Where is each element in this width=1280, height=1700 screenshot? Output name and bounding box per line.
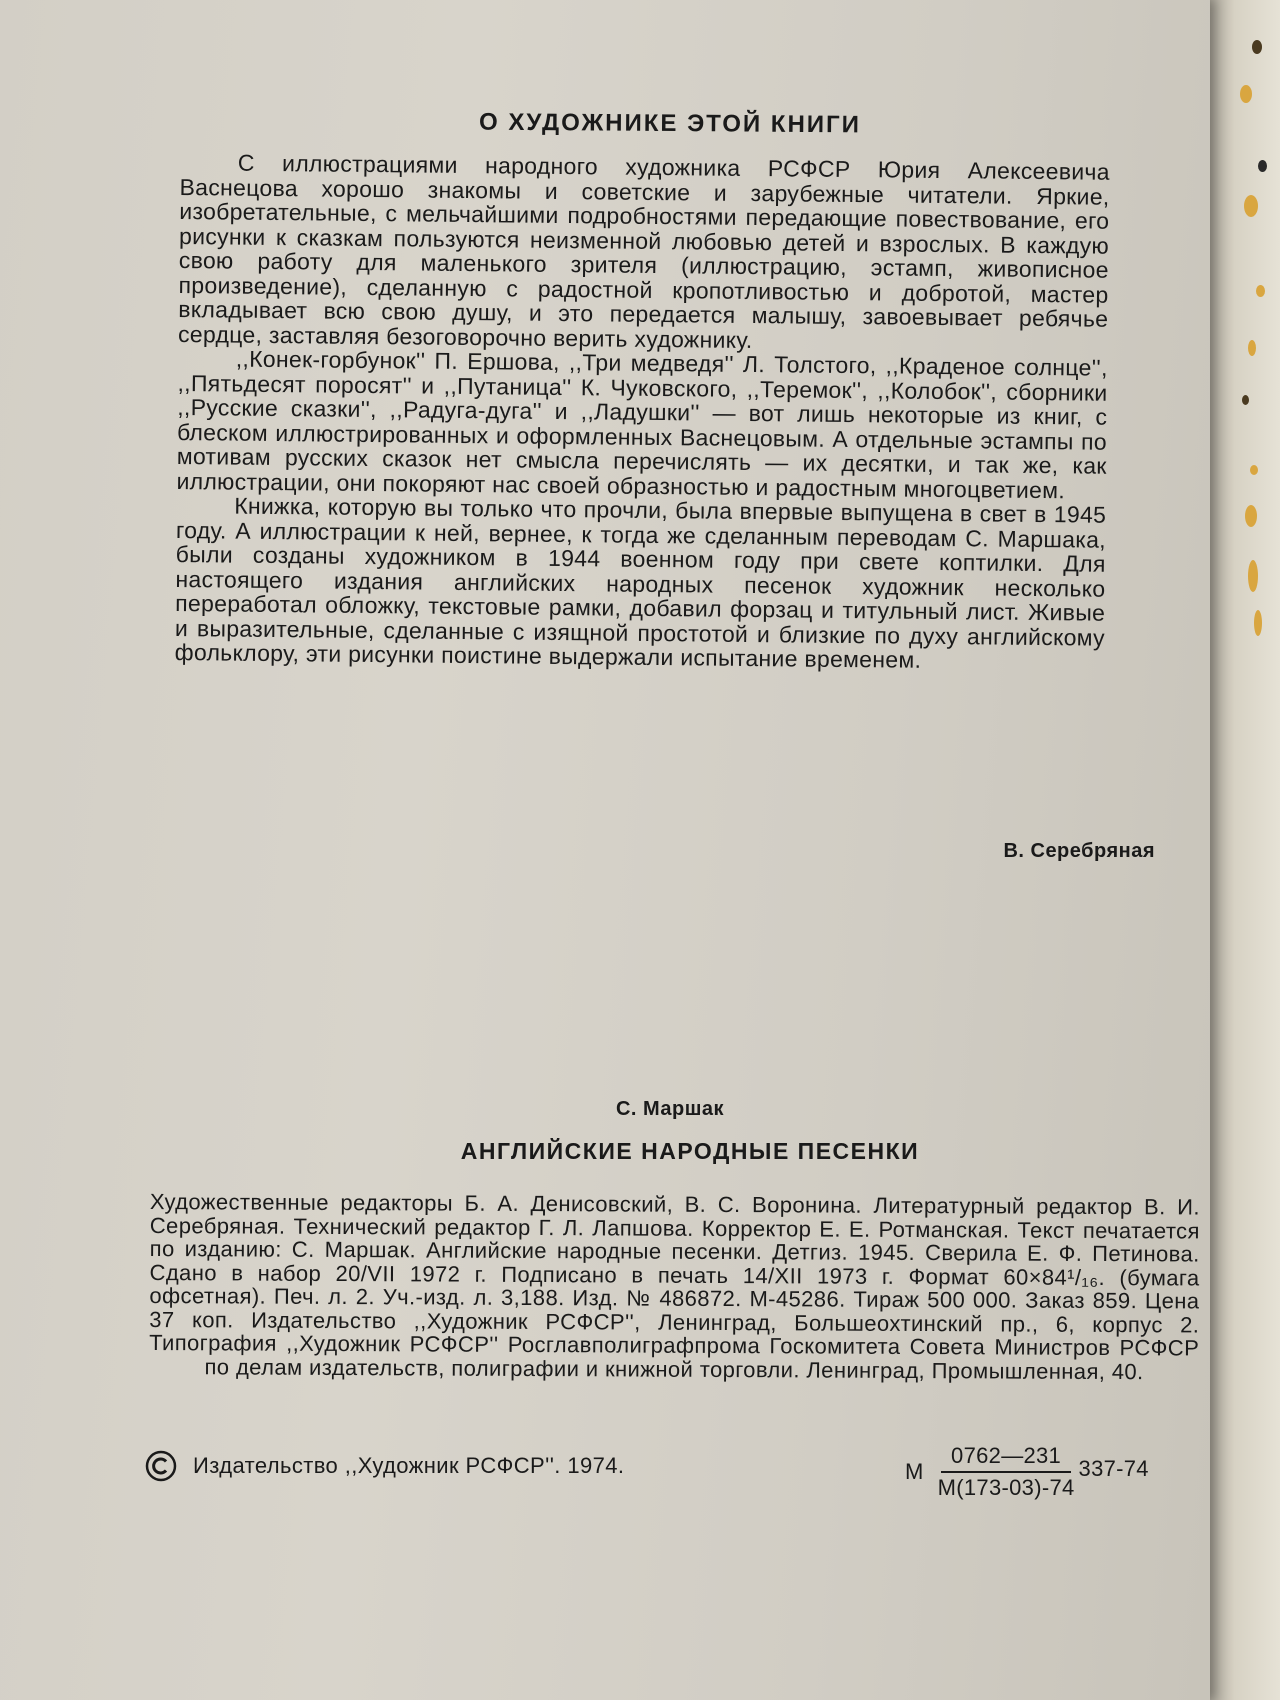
article-body	[175, 150, 1110, 674]
edge-speck	[1254, 610, 1262, 636]
paragraph: ,,Конек-горбунок'' П. Ершова, ,,Три медведя'' Л. Толстого, ,,Краденое солнце'', ,,Пятьдесят поросят'' и ,,Путаница'' К. Чуковского, ,,Теремок'', ,,Колобок'', сборники ,,Русские сказки'', ,,Радуга-дуга'' и ,,Ладушки'' — вот лишь некоторые из книг, с блеском иллюстрированных и оформленных Васнецовым. А отдельные эстампы по мотивам русских сказок нет смысла перечислять — их десятки, и так же, как иллюстрации, они покоряют нас своей образностью и радостным многоцветием.	[176, 345, 1108, 503]
catalog-code-prefix: М	[905, 1459, 924, 1484]
copyright-text: Издательство ,,Художник РСФСР''. 1974.	[193, 1453, 625, 1478]
catalog-code-fraction	[938, 1443, 1075, 1501]
edge-speck	[1252, 40, 1262, 54]
paragraph: С иллюстрациями народного художника РСФСР Юрия Алексеевича Васнецова хорошо знакомы и советские и зарубежные читатели. Яркие, изобретательные, с мельчайшими подробностями передающие повествование, его рисунки к сказкам пользуются неизменной любовью детей и взрослых. В каждую свою работу для маленького зрителя (иллюстрацию, эстамп, живописное произведение), сделанную с радостной кропотливостью и добротой, мастер вкладывает всю свою душу, и это передается малышу, завоевывает ребячье сердце, заставляя безоговорочно верить художнику.	[177, 149, 1110, 353]
edge-speck	[1242, 395, 1249, 405]
edge-speck	[1248, 560, 1258, 592]
edge-speck	[1250, 465, 1258, 475]
colophon-book-title: АНГЛИЙСКИЕ НАРОДНЫЕ ПЕСЕНКИ	[460, 1138, 920, 1164]
edge-speck	[1258, 160, 1267, 172]
colophon-imprint: Художественные редакторы Б. А. Денисовский, В. С. Воронина. Литературный редактор В. И. Серебряная. Технический редактор Г. Л. Лапшова. Корректор Е. Е. Ротманская. Текст печатается по изданию: С. Маршак. Английские народные песенки. Детгиз. 1945. Сверила Е. Ф. Петинова. Сдано в набор 20/VII 1972 г. Подписано в печать 14/XII 1973 г. Формат 60×84¹/₁₆. (бумага офсетная). Печ. л. 2. Уч.-изд. л. 3,188. Изд. № 486872. М-45286. Тираж 500 000. Заказ 859. Цена 37 коп. Издательство ,,Художник РСФСР'', Ленинград, Большеохтинский пр., 6, корпус 2. Типография ,,Художник РСФСР'' Росглавполиграфпрома Госкомитета Совета Министров РСФСР по делам издательств, полиграфии и книжной торговли. Ленинград, Промышленная, 40.	[149, 1189, 1200, 1384]
copyright-icon	[145, 1450, 177, 1482]
catalog-code-denominator: М(173-03)-74	[937, 1475, 1075, 1500]
edge-speck	[1248, 340, 1256, 356]
catalog-code-suffix: 337-74	[1078, 1456, 1149, 1481]
catalog-code-numerator: 0762—231	[941, 1443, 1071, 1473]
author-signature: В. Серебряная	[1003, 840, 1155, 862]
edge-speck	[1244, 195, 1258, 217]
section-heading: О ХУДОЖНИКЕ ЭТОЙ КНИГИ	[478, 108, 862, 139]
paragraph: Книжка, которую вы только что прочли, была впервые выпущена в свет в 1945 году. А иллюстрации к ней, вернее, к тогда же сделанным переводам С. Маршака, были созданы художником в 1944 военном году при свете коптилки. Для настоящего издания английских народных песенок художник несколько переработал обложку, текстовые рамки, добавил форзац и титульный лист. Живые и выразительные, сделанные с изящной простотой и близкие по духу английскому фольклору, эти рисунки поистине выдержали испытание временем.	[174, 492, 1107, 673]
edge-speck	[1256, 285, 1265, 297]
edge-speck	[1245, 505, 1257, 527]
page-edge	[1210, 0, 1280, 1700]
catalog-code	[905, 1443, 1149, 1501]
copyright-line	[145, 1450, 624, 1482]
edge-speck	[1240, 85, 1252, 103]
colophon-author: С. Маршак	[615, 1098, 725, 1120]
